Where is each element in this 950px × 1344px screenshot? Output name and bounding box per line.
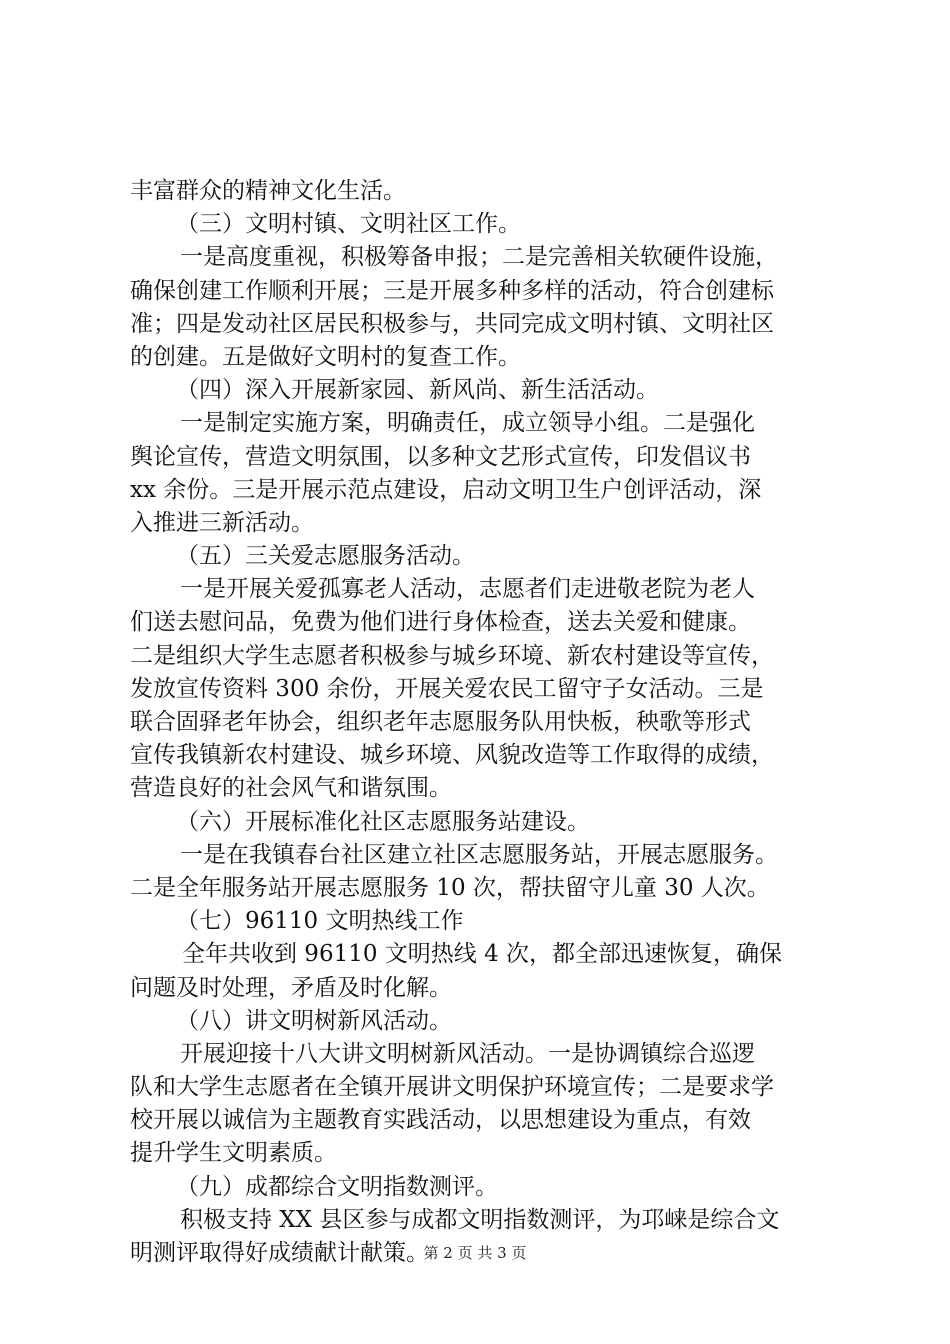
- text-line: 入推进三新活动。: [130, 509, 314, 536]
- page-footer: [0, 1243, 950, 1263]
- section-heading-7: （七）96110 文明热线工作: [176, 908, 464, 935]
- text-line: 联合固驿老年协会，组织老年志愿服务队用快板，秧歌等形式: [130, 709, 751, 735]
- text-line: 一是在我镇春台社区建立社区志愿服务站，开展志愿服务。: [180, 841, 778, 868]
- text-line: 发放宣传资料 300 余份，开展关爱农民工留守子女活动。三是: [130, 675, 764, 702]
- text-line: xx 余份。三是开展示范点建设，启动文明卫生户创评活动，深: [130, 476, 762, 503]
- text-line: 确保创建工作顺利开展；三是开展多种多样的活动，符合创建标: [130, 277, 774, 304]
- document-body: [130, 175, 830, 1270]
- text-line: 提升学生文明素质。: [130, 1140, 337, 1167]
- text-line: 开展迎接十八大讲文明树新风活动。一是协调镇综合巡逻: [180, 1040, 755, 1067]
- text-line: 一是开展关爱孤寡老人活动，志愿者们走进敬老院为老人: [180, 576, 755, 603]
- text-line: 二是组织大学生志愿者积极参与城乡环境、新农村建设等宣传，: [130, 642, 774, 669]
- text-line: 队和大学生志愿者在全镇开展讲文明保护环境宣传；二是要求学: [130, 1074, 774, 1101]
- text-line: 积极支持 XX 县区参与成都文明指数测评，为邛崃是综合文: [180, 1206, 780, 1233]
- page-number: 第 2 页 共 3 页: [423, 1244, 527, 1262]
- text-line: 校开展以诚信为主题教育实践活动，以思想建设为重点，有效: [130, 1107, 751, 1134]
- section-heading-9: （九）成都综合文明指数测评。: [176, 1173, 498, 1200]
- text-line: 明测评取得好成绩献计献策。: [130, 1240, 429, 1266]
- text-line: 营造良好的社会风气和谐氛围。: [130, 775, 452, 802]
- text-line: 一是制定实施方案，明确责任，成立领导小组。二是强化: [180, 410, 755, 437]
- section-heading-3: （三）文明村镇、文明社区工作。: [176, 211, 521, 238]
- text-line: 舆论宣传，营造文明氛围，以多种文艺形式宣传，印发倡议书: [130, 443, 751, 470]
- text-line: 一是高度重视，积极筹备申报；二是完善相关软硬件设施，: [180, 244, 778, 271]
- section-heading-4: （四）深入开展新家园、新风尚、新生活活动。: [176, 377, 659, 404]
- text-line: 全年共收到 96110 文明热线 4 次，都全部迅速恢复，确保: [182, 941, 783, 968]
- text-line: 问题及时处理，矛盾及时化解。: [130, 974, 452, 1001]
- section-heading-8: （八）讲文明树新风活动。: [176, 1007, 452, 1034]
- section-heading-6: （六）开展标准化社区志愿服务站建设。: [176, 808, 590, 835]
- text-line: 们送去慰问品，免费为他们进行身体检查，送去关爱和健康。: [130, 609, 751, 636]
- text-line: 准；四是发动社区居民积极参与，共同完成文明村镇、文明社区: [130, 310, 774, 337]
- section-heading-5: （五）三关爱志愿服务活动。: [176, 543, 475, 570]
- text-line: 的创建。五是做好文明村的复查工作。: [130, 343, 521, 370]
- text-line: 二是全年服务站开展志愿服务 10 次，帮扶留守儿童 30 人次。: [130, 874, 770, 901]
- text-line: 丰富群众的精神文化生活。: [130, 178, 406, 204]
- text-line: 宣传我镇新农村建设、城乡环境、风貌改造等工作取得的成绩，: [130, 742, 774, 769]
